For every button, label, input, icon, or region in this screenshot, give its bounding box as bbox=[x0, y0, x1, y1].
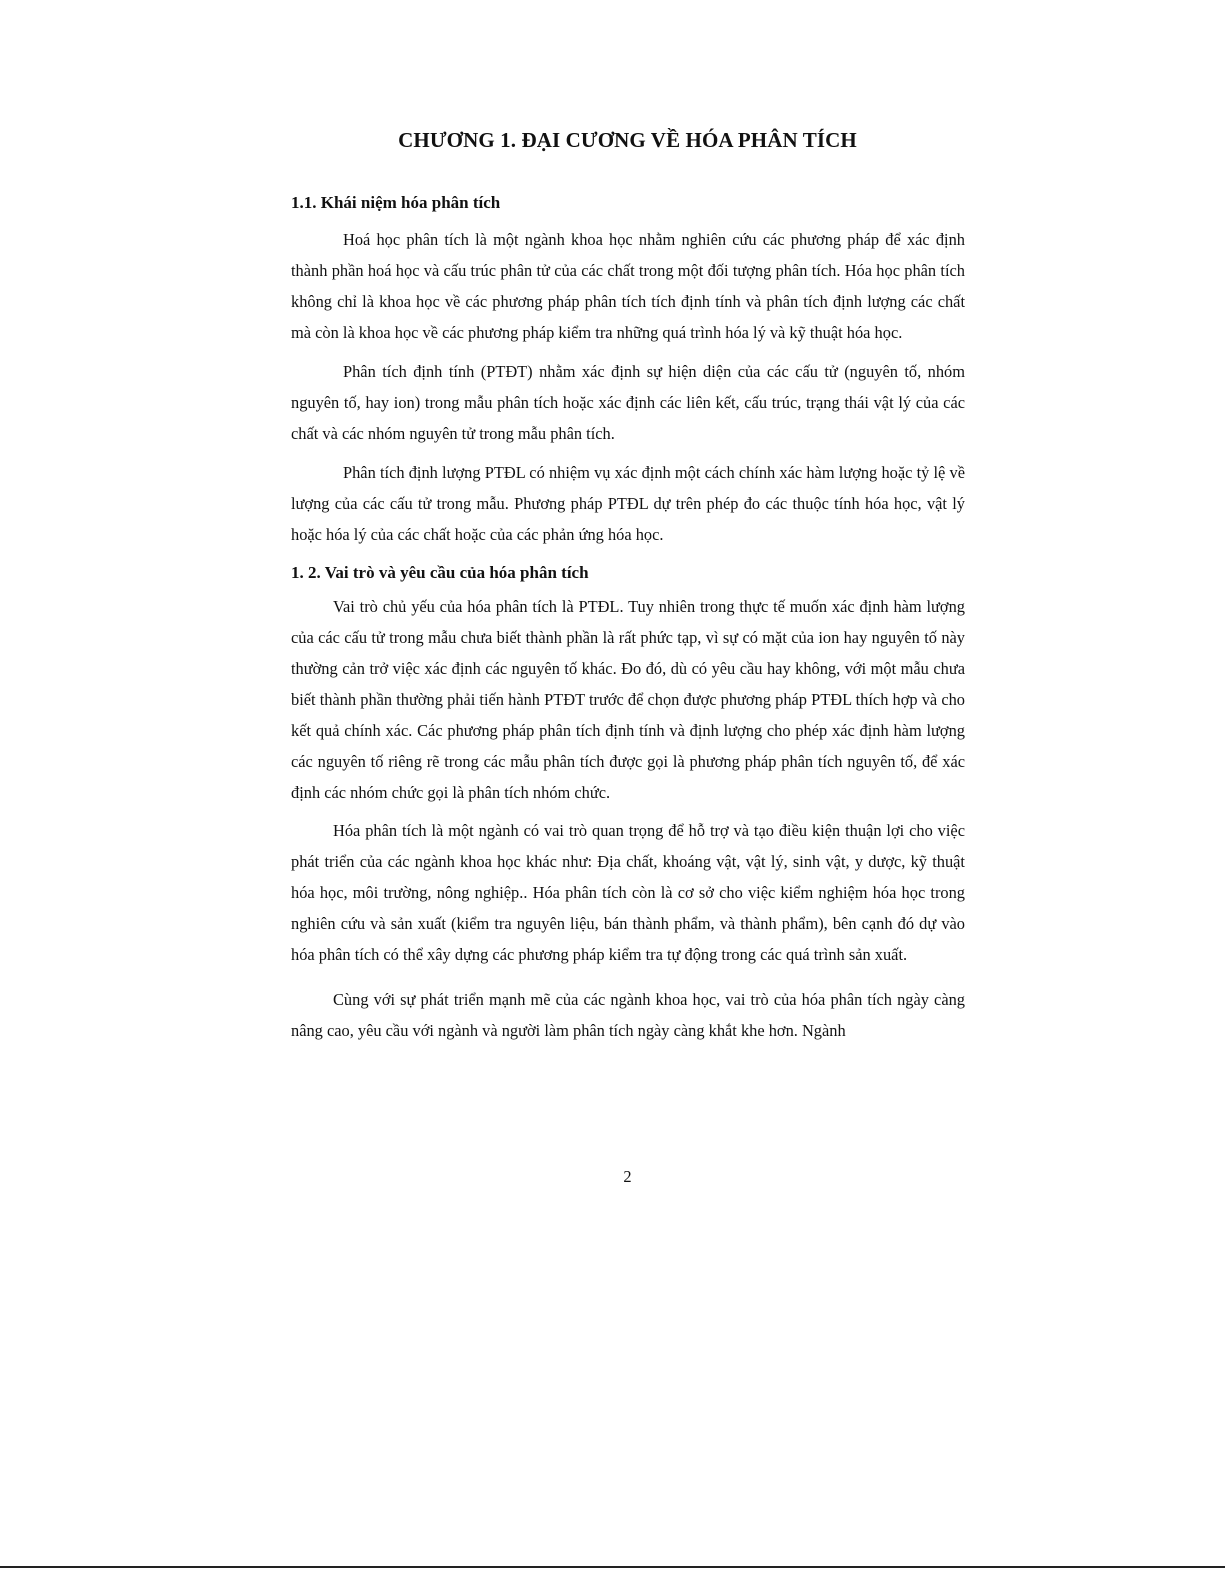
chapter-title: CHƯƠNG 1. ĐẠI CƯƠNG VỀ HÓA PHÂN TÍCH bbox=[398, 128, 857, 152]
paragraph-qualitative-analysis: Phân tích định tính (PTĐT) nhằm xác định sự hiện diện của các cấu tử (nguyên tố, nhóm nguyên tố, hay ion) trong mẫu phân tích hoặc xác định các liên kết, cấu trúc, trạng thái vật lý của các chất và các nhóm nguyên tử trong mẫu phân tích. bbox=[291, 362, 965, 443]
paragraph-definition: Hoá học phân tích là một ngành khoa học nhằm nghiên cứu các phương pháp để xác định thành phần hoá học và cấu trúc phân tử của các chất trong một đối tượng phân tích. Hóa học phân tích không chỉ là khoa học về các phương pháp phân tích tích định tính và phân tích định lượng các chất mà còn là khoa học về các phương pháp kiểm tra những quá trình hóa lý và kỹ thuật hóa học. bbox=[291, 230, 965, 342]
page-number: 2 bbox=[623, 1167, 632, 1186]
paragraph-supporting-role: Hóa phân tích là một ngành có vai trò quan trọng để hỗ trợ và tạo điều kiện thuận lợi cho việc phát triển của các ngành khoa học khác như: Địa chất, khoáng vật, vật lý, sinh vật, y dược, kỹ thuật hóa học, môi trường, nông nghiệp.. Hóa phân tích còn là cơ sở cho việc kiểm nghiệm hóa học trong nghiên cứu và sản xuất (kiểm tra nguyên liệu, bán thành phẩm, và thành phẩm), bên cạnh đó dự vào hóa phân tích có thể xây dựng các phương pháp kiểm tra tự động trong các quá trình sản xuất. bbox=[291, 821, 965, 964]
paragraph-quantitative-analysis: Phân tích định lượng PTĐL có nhiệm vụ xác định một cách chính xác hàm lượng hoặc tỷ lệ về lượng của các cấu tử trong mẫu. Phương pháp PTĐL dự trên phép đo các thuộc tính hóa học, vật lý hoặc hóa lý của các chất hoặc của các phản ứng hóa học. bbox=[291, 463, 965, 544]
scan-bottom-edge bbox=[0, 1566, 1225, 1587]
page-content bbox=[291, 188, 965, 1046]
paragraph-main-role: Vai trò chủ yếu của hóa phân tích là PTĐL. Tuy nhiên trong thực tế muốn xác định hàm lượng của các cấu tử trong mẫu chưa biết thành phần là rất phức tạp, vì sự có mặt của ion hay nguyên tố này thường cản trở việc xác định các nguyên tố khác. Đo đó, dù có yêu cầu hay không, với một mẫu chưa biết thành phần thường phải tiến hành PTĐT trước để chọn được phương pháp PTĐL thích hợp và cho kết quả chính xác. Các phương pháp phân tích định tính và định lượng cho phép xác định hàm lượng các nguyên tố riêng rẽ trong các mẫu phân tích được gọi là phương pháp phân tích nguyên tố, để xác định các nhóm chức gọi là phân tích nhóm chức. bbox=[291, 597, 965, 802]
paragraph-development: Cùng với sự phát triển mạnh mẽ của các ngành khoa học, vai trò của hóa phân tích ngày càng nâng cao, yêu cầu với ngành và người làm phân tích ngày càng khắt khe hơn. Ngành bbox=[291, 990, 965, 1040]
section-heading-1-2: 1. 2. Vai trò và yêu cầu của hóa phân tích bbox=[291, 563, 589, 582]
section-heading-1-1: 1.1. Khái niệm hóa phân tích bbox=[291, 193, 501, 212]
